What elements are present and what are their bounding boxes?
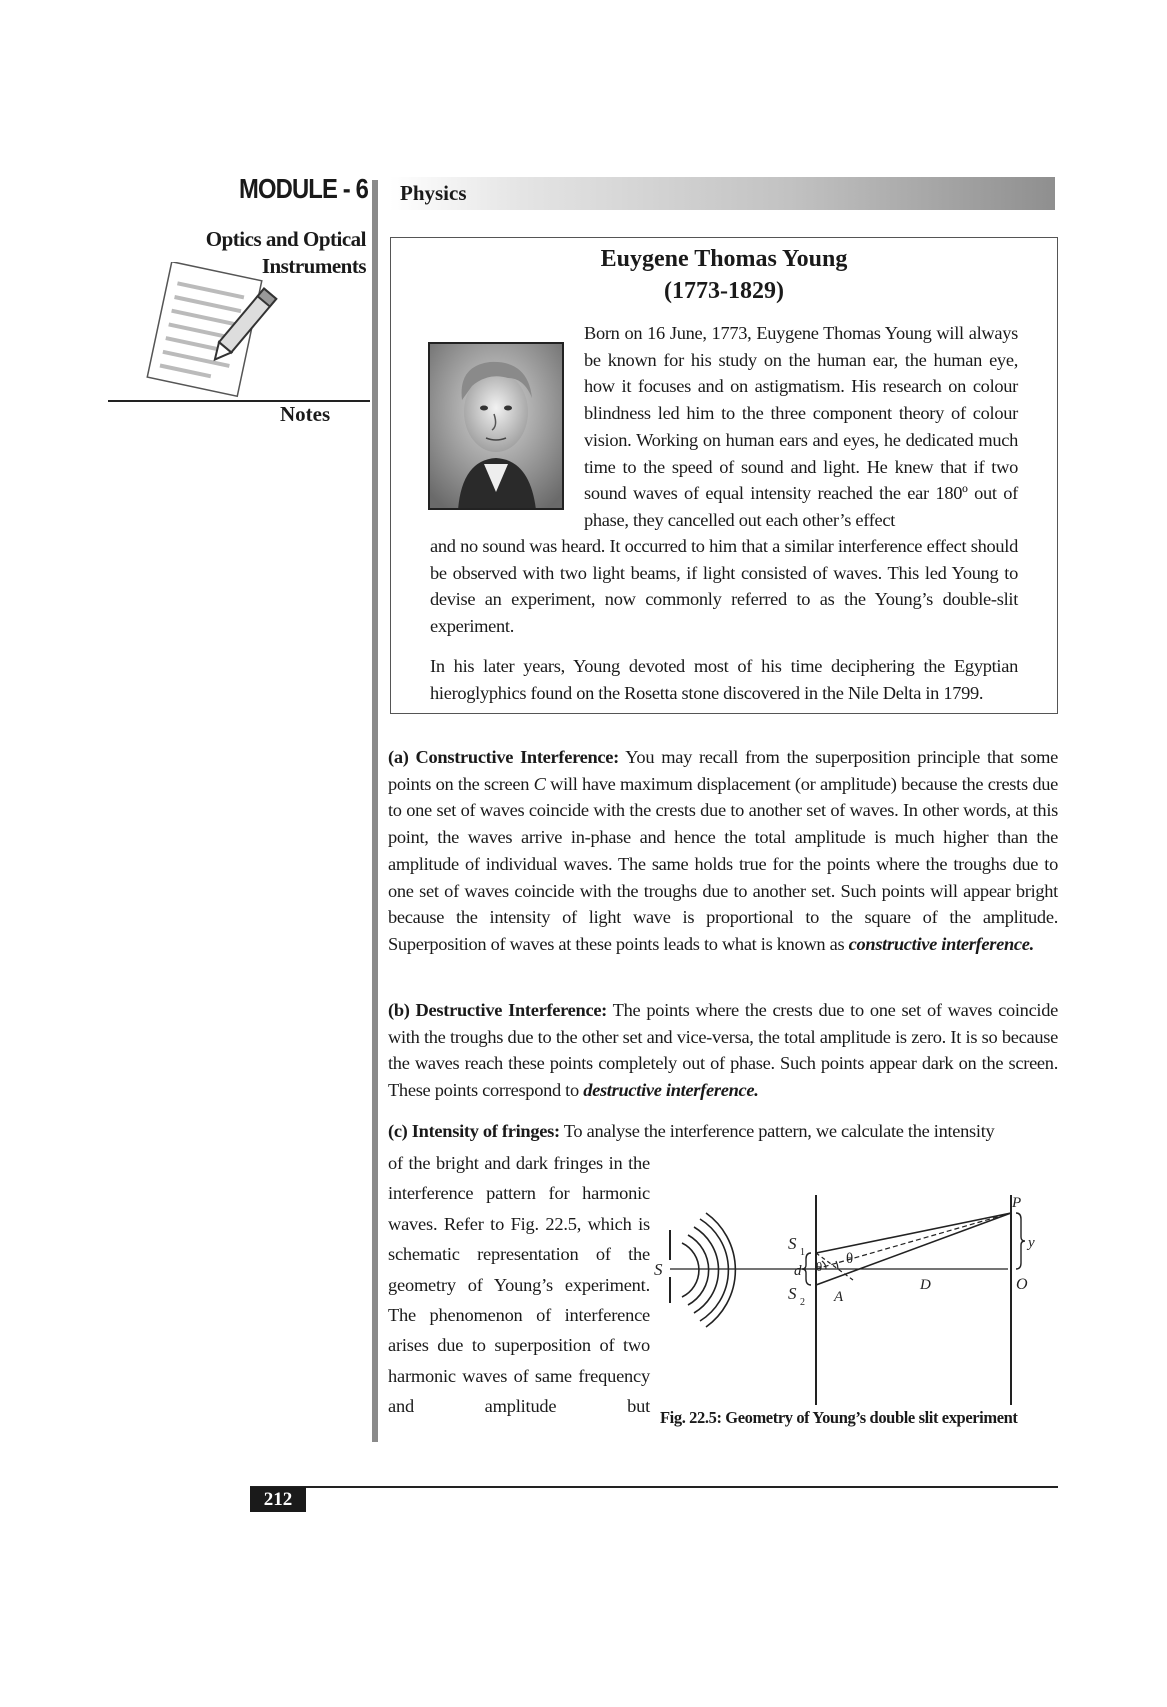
label-A: A — [834, 1289, 844, 1305]
destructive-term: destructive interference. — [583, 1080, 759, 1101]
margin-divider — [372, 180, 378, 1442]
intensity-text-continued: of the bright and dark fringes in the interference pattern for harmonic waves. Refer to Fig. 22.5, which is schematic representation of the geometry of Young’s experiment. The phenomenon of interference arises due to superposition of two harmonic waves of same frequency and amplitude but — [388, 1153, 650, 1417]
label-P: P — [1012, 1195, 1022, 1211]
label-S1-sub: 1 — [800, 1247, 805, 1258]
label-y: y — [1028, 1235, 1035, 1251]
intensity-heading: (c) Intensity of fringes: — [388, 1121, 560, 1141]
brace-y — [1016, 1213, 1025, 1269]
angle-arc-midpoint — [836, 1261, 838, 1269]
label-S2: S — [788, 1284, 797, 1303]
constructive-heading: (a) Constructive Interference: — [388, 747, 619, 767]
module-title: MODULE - 6 — [238, 173, 368, 204]
destructive-heading: (b) Destructive Interference: — [388, 1000, 608, 1020]
header-bar — [390, 177, 1055, 210]
constructive-text-1: You may recall from the superposition principle that some points on the screen — [388, 747, 1058, 794]
label-theta-1: θ — [816, 1259, 823, 1274]
notes-label: Notes — [280, 402, 331, 426]
label-O: O — [1016, 1276, 1028, 1293]
portrait-image — [428, 342, 564, 510]
wavefronts — [682, 1213, 735, 1327]
footer-rule — [250, 1486, 1058, 1488]
biography-paragraph-1b: and no sound was heard. It occurred to him that a similar interference effect should be observed with two light beams, if light consisted of waves. This led Young to devise an experiment, now commonly referred to as the Young’s double-slit experiment. — [430, 536, 1018, 637]
angle-arc-slit — [822, 1261, 826, 1269]
biography-paragraph-2: In his later years, Young devoted most of his time deciphering the Egyptian hieroglyphics found on the Rosetta stone discovered in the Nile Delta in 1799. — [430, 656, 1018, 703]
biography-title — [390, 243, 1058, 307]
constructive-text-2: will have maximum displacement (or amplitude) because the crests due to one set of waves coincide with the crests due to another set of waves. In other words, at this point, the waves arrive in-phase and hence the total amplitude is much higher than the amplitude of individual waves. The same holds true for the points where the troughs due to one set of waves coincide with the troughs due to another set. Such points will appear bright because the intensity of light wave is proportional to the square of the amplitude. Superposition of waves at these points leads to what is known as — [388, 773, 1058, 954]
screen-symbol: C — [533, 773, 546, 794]
paragraph-intensity-of-fringes — [388, 1118, 1058, 1145]
constructive-term: constructive interference. — [848, 933, 1034, 954]
notepad-pencil-icon — [138, 262, 288, 422]
destructive-text: The points where the crests due to one set of waves coincide with the troughs due to the other set and vice-versa, the total amplitude is zero. It is so because the waves reach these points completely out of phase. Such points appear dark on the screen. These points correspond to — [388, 1000, 1058, 1101]
biography-years: (1773-1829) — [664, 278, 784, 304]
notes-rule — [108, 400, 370, 402]
subject-label: Physics — [400, 181, 467, 205]
module-subtitle-line2: Instruments — [261, 254, 366, 278]
label-S: S — [654, 1260, 663, 1279]
intensity-text: To analyse the interference pattern, we calculate the intensity — [559, 1121, 995, 1141]
label-theta-2: θ — [846, 1251, 854, 1267]
label-d: d — [794, 1263, 802, 1279]
label-S2-sub: 2 — [800, 1297, 805, 1308]
paragraph-constructive-interference — [388, 744, 1058, 958]
label-S1: S — [788, 1234, 797, 1253]
label-D: D — [920, 1277, 931, 1293]
ray-s1-p — [816, 1213, 1011, 1253]
figure-caption: Fig. 22.5: Geometry of Young’s double slit experiment — [660, 1408, 1018, 1427]
module-subtitle-line1: Optics and Optical — [205, 227, 366, 251]
paragraph-destructive-interference — [388, 997, 1058, 1104]
biography-paragraph-1a: Born on 16 June, 1773, Euygene Thomas Young will always be known for his study on the human ear, the human eye, how it focuses and on astigmatism. His research on colour blindness led him to the three component theory of colour vision. Working on human ears and eyes, he dedicated much time to the speed of sound and light. He knew that if two sound waves of equal intensity reached the ear 180º out of phase, they cancelled out each other’s effect — [584, 323, 1018, 530]
page-number: 212 — [250, 1487, 306, 1512]
biography-name: Euygene Thomas Young — [600, 246, 848, 272]
young-double-slit-diagram — [648, 1195, 1058, 1405]
